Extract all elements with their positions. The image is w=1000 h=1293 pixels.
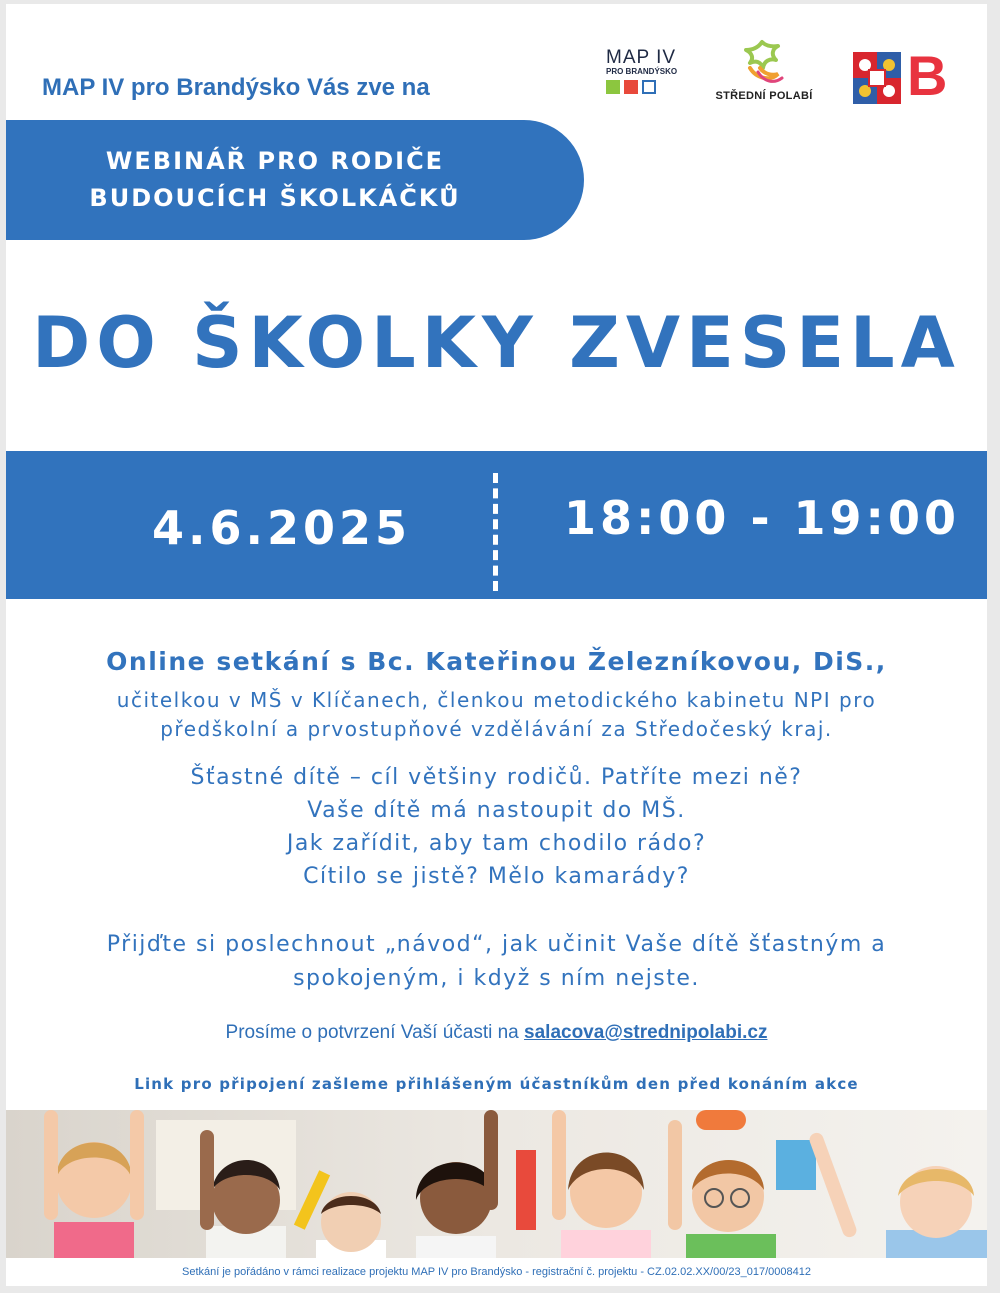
invitation-line-2: spokojeným, i když s ním nejste. [293,966,700,991]
kraj-logo-letter: B [907,44,948,107]
webinar-line-2: BUDOUCÍCH ŠKOLKÁČKŮ [89,184,461,212]
webinar-line-1: WEBINÁŘ PRO RODIČE [105,147,445,175]
kraj-logo [853,44,953,107]
map-logo-red-square-icon [624,80,638,94]
questions-block [6,761,987,893]
webinar-banner [6,120,584,240]
speaker-role-line-2: předškolní a prvostupňové vzdělávání za Středočeský kraj. [160,717,833,741]
main-title: DO ŠKOLKY ZVESELA [32,302,961,384]
date-time-band [6,451,987,599]
invite-heading: MAP IV pro Brandýsko Vás zve na [42,74,430,101]
children-photo [6,1110,987,1258]
question-line: Jak zařídit, aby tam chodilo rádo? [286,831,707,856]
event-date: 4.6.2025 [152,501,411,555]
footer-note: Setkání je pořádáno v rámci realizace projektu MAP IV pro Brandýsko - registrační č. projektu - CZ.02.02.XX/00/23_017/0008412 [182,1266,811,1278]
speaker-name: Online setkání s Bc. Kateřinou Železníkovou, DiS., [106,647,887,676]
question-line: Šťastné dítě – cíl většiny rodičů. Patříte mezi ně? [190,765,803,790]
question-line: Cítilo se jistě? Mělo kamarády? [303,864,690,889]
speaker-role-line-1: učitelkou v MŠ v Klíčanech, členkou metodického kabinetu NPI pro [116,688,877,712]
stredni-polabi-logo [708,38,820,110]
map-iv-logo-squares [606,80,684,94]
flyer-page [6,4,987,1286]
map-iv-logo-title: MAP IV [606,47,677,68]
link-note: Link pro připojení zašleme přihlášeným účastníkům den před konáním akce [134,1075,859,1093]
email-link[interactable]: salacova@strednipolabi.cz [524,1022,768,1043]
stredni-polabi-figure-icon [708,38,820,88]
children-photo-illustration [6,1110,987,1258]
invitation-block [6,928,987,996]
map-logo-green-square-icon [606,80,620,94]
band-divider [493,473,498,591]
stredni-polabi-label: STŘEDNÍ POLABÍ [715,90,813,102]
map-logo-blue-square-icon [642,80,656,94]
invitation-line-1: Přijďte si poslechnout „návod“, jak učinit Vaše dítě šťastným a [106,932,887,957]
event-time: 18:00 - 19:00 [564,491,960,545]
map-iv-logo-subtitle: PRO BRANDÝSKO [606,67,678,76]
map-iv-logo [606,48,684,94]
question-line: Vaše dítě má nastoupit do MŠ. [307,798,686,823]
speaker-role [6,686,987,744]
confirmation-text [6,1022,987,1044]
confirmation-label: Prosíme o potvrzení Vaší účasti na [225,1022,525,1043]
